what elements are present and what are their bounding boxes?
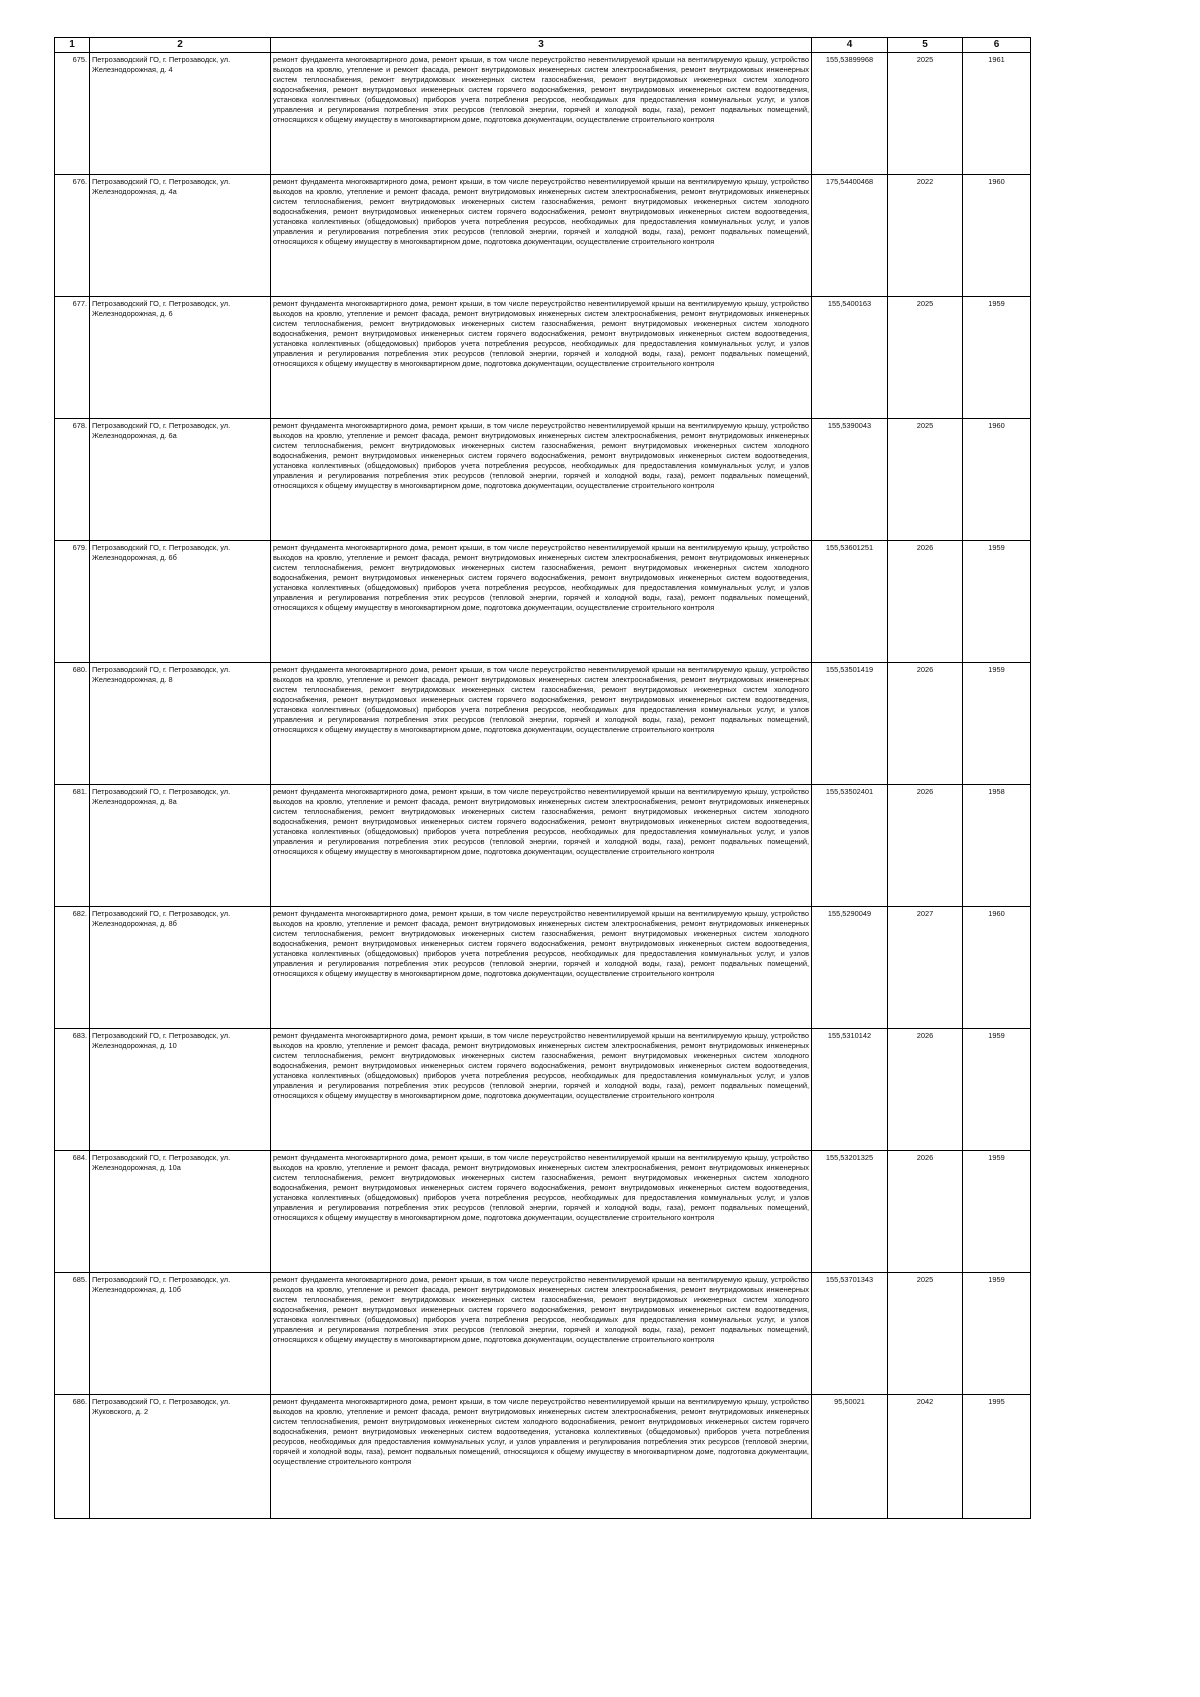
row-address: Петрозаводский ГО, г. Петрозаводск, ул. Железнодорожная, д. 8 (90, 663, 271, 785)
row-build-year: 1959 (963, 1151, 1031, 1273)
col-header-2: 2 (90, 38, 271, 53)
col-header-5: 5 (888, 38, 963, 53)
table-row (55, 907, 1031, 1029)
row-works: ремонт фундамента многоквартирного дома, ремонт крыши, в том числе переустройство невентилируемой крыши на вентилируемую крышу, устройство выходов на кровлю, утепление и ремонт фасада, ремонт внутридомовых инженерных систем электроснабжения, ремонт внутридомовых инженерных систем теплоснабжения, ремонт внутридомовых инженерных систем газоснабжения, ремонт внутридомовых инженерных систем холодного водоснабжения, ремонт внутридомовых инженерных систем горячего водоснабжения, ремонт внутридомовых инженерных систем водоотведения, установка коллективных (общедомовых) приборов учета потребления ресурсов, необходимых для предоставления коммунальных услуг, и узлов управления и регулирования потребления этих ресурсов (тепловой энергии, горячей и холодной воды, газа), ремонт подвальных помещений, относящихся к общему имуществу в многоквартирном доме, подготовка документации, осуществление строительного контроля (271, 907, 812, 1029)
table-row (55, 1151, 1031, 1273)
row-cost: 175,54400468 (812, 175, 888, 297)
row-repair-year: 2022 (888, 175, 963, 297)
col-header-6: 6 (963, 38, 1031, 53)
row-repair-year: 2026 (888, 1151, 963, 1273)
table-row (55, 541, 1031, 663)
row-build-year: 1995 (963, 1395, 1031, 1519)
col-header-4: 4 (812, 38, 888, 53)
row-works: ремонт фундамента многоквартирного дома, ремонт крыши, в том числе переустройство невентилируемой крыши на вентилируемую крышу, устройство выходов на кровлю, утепление и ремонт фасада, ремонт внутридомовых инженерных систем электроснабжения, ремонт внутридомовых инженерных систем теплоснабжения, ремонт внутридомовых инженерных систем газоснабжения, ремонт внутридомовых инженерных систем холодного водоснабжения, ремонт внутридомовых инженерных систем горячего водоснабжения, ремонт внутридомовых инженерных систем водоотведения, установка коллективных (общедомовых) приборов учета потребления ресурсов, необходимых для предоставления коммунальных услуг, и узлов управления и регулирования потребления этих ресурсов (тепловой энергии, горячей и холодной воды, газа), ремонт подвальных помещений, относящихся к общему имуществу в многоквартирном доме, подготовка документации, осуществление строительного контроля (271, 541, 812, 663)
capital-repair-table (54, 37, 1031, 1519)
row-repair-year: 2025 (888, 297, 963, 419)
header-row (55, 38, 1031, 53)
row-repair-year: 2026 (888, 785, 963, 907)
row-address: Петрозаводский ГО, г. Петрозаводск, ул. Железнодорожная, д. 10б (90, 1273, 271, 1395)
row-build-year: 1958 (963, 785, 1031, 907)
row-cost: 155,53701343 (812, 1273, 888, 1395)
row-number: 686. (55, 1395, 90, 1519)
row-number: 677. (55, 297, 90, 419)
row-cost: 155,53899968 (812, 53, 888, 175)
table-row (55, 297, 1031, 419)
row-number: 681. (55, 785, 90, 907)
table-row (55, 1029, 1031, 1151)
row-address: Петрозаводский ГО, г. Петрозаводск, ул. Железнодорожная, д. 6б (90, 541, 271, 663)
row-number: 685. (55, 1273, 90, 1395)
row-works: ремонт фундамента многоквартирного дома, ремонт крыши, в том числе переустройство невентилируемой крыши на вентилируемую крышу, устройство выходов на кровлю, утепление и ремонт фасада, ремонт внутридомовых инженерных систем электроснабжения, ремонт внутридомовых инженерных систем теплоснабжения, ремонт внутридомовых инженерных систем газоснабжения, ремонт внутридомовых инженерных систем холодного водоснабжения, ремонт внутридомовых инженерных систем горячего водоснабжения, ремонт внутридомовых инженерных систем водоотведения, установка коллективных (общедомовых) приборов учета потребления ресурсов, необходимых для предоставления коммунальных услуг, и узлов управления и регулирования потребления этих ресурсов (тепловой энергии, горячей и холодной воды, газа), ремонт подвальных помещений, относящихся к общему имуществу в многоквартирном доме, подготовка документации, осуществление строительного контроля (271, 175, 812, 297)
row-address: Петрозаводский ГО, г. Петрозаводск, ул. Железнодорожная, д. 4 (90, 53, 271, 175)
row-works: ремонт фундамента многоквартирного дома, ремонт крыши, в том числе переустройство невентилируемой крыши на вентилируемую крышу, устройство выходов на кровлю, утепление и ремонт фасада, ремонт внутридомовых инженерных систем электроснабжения, ремонт внутридомовых инженерных систем теплоснабжения, ремонт внутридомовых инженерных систем газоснабжения, ремонт внутридомовых инженерных систем холодного водоснабжения, ремонт внутридомовых инженерных систем горячего водоснабжения, ремонт внутридомовых инженерных систем водоотведения, установка коллективных (общедомовых) приборов учета потребления ресурсов, необходимых для предоставления коммунальных услуг, и узлов управления и регулирования потребления этих ресурсов (тепловой энергии, горячей и холодной воды, газа), ремонт подвальных помещений, относящихся к общему имуществу в многоквартирном доме, подготовка документации, осуществление строительного контроля (271, 297, 812, 419)
row-cost: 95,50021 (812, 1395, 888, 1519)
table-row (55, 175, 1031, 297)
row-number: 682. (55, 907, 90, 1029)
table-row (55, 785, 1031, 907)
row-cost: 155,5400163 (812, 297, 888, 419)
row-repair-year: 2025 (888, 53, 963, 175)
row-cost: 155,5290049 (812, 907, 888, 1029)
row-build-year: 1960 (963, 419, 1031, 541)
row-address: Петрозаводский ГО, г. Петрозаводск, ул. Железнодорожная, д. 10 (90, 1029, 271, 1151)
row-address: Петрозаводский ГО, г. Петрозаводск, ул. Железнодорожная, д. 10а (90, 1151, 271, 1273)
row-repair-year: 2042 (888, 1395, 963, 1519)
row-build-year: 1959 (963, 297, 1031, 419)
row-works: ремонт фундамента многоквартирного дома, ремонт крыши, в том числе переустройство невентилируемой крыши на вентилируемую крышу, устройство выходов на кровлю, утепление и ремонт фасада, ремонт внутридомовых инженерных систем электроснабжения, ремонт внутридомовых инженерных систем теплоснабжения, ремонт внутридомовых инженерных систем газоснабжения, ремонт внутридомовых инженерных систем холодного водоснабжения, ремонт внутридомовых инженерных систем горячего водоснабжения, ремонт внутридомовых инженерных систем водоотведения, установка коллективных (общедомовых) приборов учета потребления ресурсов, необходимых для предоставления коммунальных услуг, и узлов управления и регулирования потребления этих ресурсов (тепловой энергии, горячей и холодной воды, газа), ремонт подвальных помещений, относящихся к общему имуществу в многоквартирном доме, подготовка документации, осуществление строительного контроля (271, 53, 812, 175)
row-repair-year: 2026 (888, 663, 963, 785)
row-repair-year: 2025 (888, 419, 963, 541)
row-works: ремонт фундамента многоквартирного дома, ремонт крыши, в том числе переустройство невентилируемой крыши на вентилируемую крышу, устройство выходов на кровлю, утепление и ремонт фасада, ремонт внутридомовых инженерных систем электроснабжения, ремонт внутридомовых инженерных систем теплоснабжения, ремонт внутридомовых инженерных систем газоснабжения, ремонт внутридомовых инженерных систем холодного водоснабжения, ремонт внутридомовых инженерных систем горячего водоснабжения, ремонт внутридомовых инженерных систем водоотведения, установка коллективных (общедомовых) приборов учета потребления ресурсов, необходимых для предоставления коммунальных услуг, и узлов управления и регулирования потребления этих ресурсов (тепловой энергии, горячей и холодной воды, газа), ремонт подвальных помещений, относящихся к общему имуществу в многоквартирном доме, подготовка документации, осуществление строительного контроля (271, 1273, 812, 1395)
row-build-year: 1959 (963, 663, 1031, 785)
table-row (55, 1395, 1031, 1519)
row-cost: 155,53601251 (812, 541, 888, 663)
row-number: 676. (55, 175, 90, 297)
row-works: ремонт фундамента многоквартирного дома, ремонт крыши, в том числе переустройство невентилируемой крыши на вентилируемую крышу, устройство выходов на кровлю, утепление и ремонт фасада, ремонт внутридомовых инженерных систем электроснабжения, ремонт внутридомовых инженерных систем теплоснабжения, ремонт внутридомовых инженерных систем газоснабжения, ремонт внутридомовых инженерных систем холодного водоснабжения, ремонт внутридомовых инженерных систем горячего водоснабжения, ремонт внутридомовых инженерных систем водоотведения, установка коллективных (общедомовых) приборов учета потребления ресурсов, необходимых для предоставления коммунальных услуг, и узлов управления и регулирования потребления этих ресурсов (тепловой энергии, горячей и холодной воды, газа), ремонт подвальных помещений, относящихся к общему имуществу в многоквартирном доме, подготовка документации, осуществление строительного контроля (271, 419, 812, 541)
row-address: Петрозаводский ГО, г. Петрозаводск, ул. Железнодорожная, д. 4а (90, 175, 271, 297)
row-build-year: 1959 (963, 1273, 1031, 1395)
row-cost: 155,5310142 (812, 1029, 888, 1151)
row-repair-year: 2027 (888, 907, 963, 1029)
row-build-year: 1959 (963, 1029, 1031, 1151)
table-row (55, 419, 1031, 541)
row-cost: 155,53502401 (812, 785, 888, 907)
row-cost: 155,5390043 (812, 419, 888, 541)
row-address: Петрозаводский ГО, г. Петрозаводск, ул. Железнодорожная, д. 8а (90, 785, 271, 907)
row-number: 683. (55, 1029, 90, 1151)
row-cost: 155,53501419 (812, 663, 888, 785)
row-number: 679. (55, 541, 90, 663)
row-number: 680. (55, 663, 90, 785)
row-address: Петрозаводский ГО, г. Петрозаводск, ул. Железнодорожная, д. 6а (90, 419, 271, 541)
row-repair-year: 2026 (888, 541, 963, 663)
row-build-year: 1959 (963, 541, 1031, 663)
row-repair-year: 2026 (888, 1029, 963, 1151)
row-works: ремонт фундамента многоквартирного дома, ремонт крыши, в том числе переустройство невентилируемой крыши на вентилируемую крышу, устройство выходов на кровлю, утепление и ремонт фасада, ремонт внутридомовых инженерных систем электроснабжения, ремонт внутридомовых инженерных систем теплоснабжения, ремонт внутридомовых инженерных систем холодного водоснабжения, ремонт внутридомовых инженерных систем горячего водоснабжения, ремонт внутридомовых инженерных систем водоотведения, установка коллективных (общедомовых) приборов учета потребления ресурсов, необходимых для предоставления коммунальных услуг, и узлов управления и регулирования потребления этих ресурсов (тепловой энергии, горячей и холодной воды, газа), ремонт подвальных помещений, относящихся к общему имуществу в многоквартирном доме, подготовка документации, осуществление строительного контроля (271, 1395, 812, 1519)
row-repair-year: 2025 (888, 1273, 963, 1395)
table-body (55, 53, 1031, 1519)
col-header-3: 3 (271, 38, 812, 53)
row-address: Петрозаводский ГО, г. Петрозаводск, ул. Железнодорожная, д. 6 (90, 297, 271, 419)
row-build-year: 1961 (963, 53, 1031, 175)
row-build-year: 1960 (963, 175, 1031, 297)
row-address: Петрозаводский ГО, г. Петрозаводск, ул. Железнодорожная, д. 8б (90, 907, 271, 1029)
row-number: 684. (55, 1151, 90, 1273)
row-number: 678. (55, 419, 90, 541)
row-works: ремонт фундамента многоквартирного дома, ремонт крыши, в том числе переустройство невентилируемой крыши на вентилируемую крышу, устройство выходов на кровлю, утепление и ремонт фасада, ремонт внутридомовых инженерных систем электроснабжения, ремонт внутридомовых инженерных систем теплоснабжения, ремонт внутридомовых инженерных систем газоснабжения, ремонт внутридомовых инженерных систем холодного водоснабжения, ремонт внутридомовых инженерных систем горячего водоснабжения, ремонт внутридомовых инженерных систем водоотведения, установка коллективных (общедомовых) приборов учета потребления ресурсов, необходимых для предоставления коммунальных услуг, и узлов управления и регулирования потребления этих ресурсов (тепловой энергии, горячей и холодной воды, газа), ремонт подвальных помещений, относящихся к общему имуществу в многоквартирном доме, подготовка документации, осуществление строительного контроля (271, 663, 812, 785)
table-row (55, 1273, 1031, 1395)
col-header-1: 1 (55, 38, 90, 53)
row-build-year: 1960 (963, 907, 1031, 1029)
row-cost: 155,53201325 (812, 1151, 888, 1273)
row-works: ремонт фундамента многоквартирного дома, ремонт крыши, в том числе переустройство невентилируемой крыши на вентилируемую крышу, устройство выходов на кровлю, утепление и ремонт фасада, ремонт внутридомовых инженерных систем электроснабжения, ремонт внутридомовых инженерных систем теплоснабжения, ремонт внутридомовых инженерных систем газоснабжения, ремонт внутридомовых инженерных систем холодного водоснабжения, ремонт внутридомовых инженерных систем горячего водоснабжения, ремонт внутридомовых инженерных систем водоотведения, установка коллективных (общедомовых) приборов учета потребления ресурсов, необходимых для предоставления коммунальных услуг, и узлов управления и регулирования потребления этих ресурсов (тепловой энергии, горячей и холодной воды, газа), ремонт подвальных помещений, относящихся к общему имуществу в многоквартирном доме, подготовка документации, осуществление строительного контроля (271, 1151, 812, 1273)
table-row (55, 663, 1031, 785)
table-row (55, 53, 1031, 175)
row-address: Петрозаводский ГО, г. Петрозаводск, ул. Жуковского, д. 2 (90, 1395, 271, 1519)
row-works: ремонт фундамента многоквартирного дома, ремонт крыши, в том числе переустройство невентилируемой крыши на вентилируемую крышу, устройство выходов на кровлю, утепление и ремонт фасада, ремонт внутридомовых инженерных систем электроснабжения, ремонт внутридомовых инженерных систем теплоснабжения, ремонт внутридомовых инженерных систем газоснабжения, ремонт внутридомовых инженерных систем холодного водоснабжения, ремонт внутридомовых инженерных систем горячего водоснабжения, ремонт внутридомовых инженерных систем водоотведения, установка коллективных (общедомовых) приборов учета потребления ресурсов, необходимых для предоставления коммунальных услуг, и узлов управления и регулирования потребления этих ресурсов (тепловой энергии, горячей и холодной воды, газа), ремонт подвальных помещений, относящихся к общему имуществу в многоквартирном доме, подготовка документации, осуществление строительного контроля (271, 785, 812, 907)
row-number: 675. (55, 53, 90, 175)
row-works: ремонт фундамента многоквартирного дома, ремонт крыши, в том числе переустройство невентилируемой крыши на вентилируемую крышу, устройство выходов на кровлю, утепление и ремонт фасада, ремонт внутридомовых инженерных систем электроснабжения, ремонт внутридомовых инженерных систем теплоснабжения, ремонт внутридомовых инженерных систем газоснабжения, ремонт внутридомовых инженерных систем холодного водоснабжения, ремонт внутридомовых инженерных систем горячего водоснабжения, ремонт внутридомовых инженерных систем водоотведения, установка коллективных (общедомовых) приборов учета потребления ресурсов, необходимых для предоставления коммунальных услуг, и узлов управления и регулирования потребления этих ресурсов (тепловой энергии, горячей и холодной воды, газа), ремонт подвальных помещений, относящихся к общему имуществу в многоквартирном доме, подготовка документации, осуществление строительного контроля (271, 1029, 812, 1151)
